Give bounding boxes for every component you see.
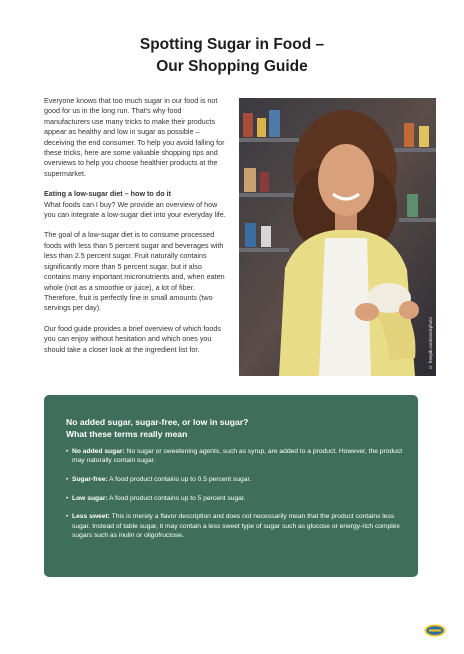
section-subheading: Eating a low-sugar diet – how to do it xyxy=(44,189,171,199)
term-label: No added sugar: xyxy=(72,448,125,455)
term-label: Sugar-free: xyxy=(72,476,108,483)
shopper-photo xyxy=(239,98,436,376)
intro-paragraph-1: Everyone knows that too much sugar in our food is not good for us in the long run. That's why food manufacturers use many tricks to make their products appear as healthy and low in sugar as possible – deceiving the end consumer. To help you avoid falling for these tricks, here are some valuable shopping tips and overviews to help you choose healthier products at the supermarket. xyxy=(44,96,225,178)
photo-credit: © freepik.com/stockphoto xyxy=(428,317,433,370)
low-sugar-section xyxy=(44,189,228,220)
list-item xyxy=(66,512,406,540)
box-title-line-2: What these terms really mean xyxy=(66,428,188,439)
list-item xyxy=(66,494,406,503)
intro-paragraph-4: Our food guide provides a brief overview of which foods you can enjoy without hesitation and which ones you should take a closer look at the ingredient list for. xyxy=(44,323,221,354)
page-title xyxy=(0,34,464,78)
term-label: Less sweet: xyxy=(72,513,110,521)
term-text: No sugar or sweetening agents, such as syrup, are added to a product. However, the product may naturally contain sugar. xyxy=(72,448,403,465)
box-title-line-1: No added sugar, sugar-free, or low in sugar? xyxy=(66,417,249,427)
page-title-line-2: Our Shopping Guide xyxy=(156,58,308,75)
list-item xyxy=(66,475,406,484)
intro-paragraph-2: What foods can I buy? We provide an overview of how you can integrate a low-sugar diet into your everyday life. xyxy=(44,199,226,220)
term-text: This is merely a flavor description and does not necessarily mean that the product contains less sugar. Instead of table sugar, it may contain a less sweet type of sugar such as glucose or energy-rich complex sugars such as inulin or oligofructose. xyxy=(72,513,400,539)
term-label: Low sugar: xyxy=(72,494,108,502)
brand-logo-icon xyxy=(424,624,446,637)
sugar-terms-box xyxy=(44,395,418,577)
intro-paragraph-3: The goal of a low-sugar diet is to consume processed foods with less than 5 percent sugar and beverages with less than 2.5 percent sugar. Fruit naturally contains significantly more than 5 percent sugar, but it also contains many important micronutrients and, when eaten whole (not as a smoothie or juice), a lot of fiber. Therefore, fruit is perfectly fine in small amounts (two servings per day). xyxy=(44,230,225,313)
terms-list xyxy=(66,447,406,550)
intro-column xyxy=(44,96,228,365)
term-text: A food product contains up to 5 percent sugar. xyxy=(107,494,246,502)
box-title xyxy=(66,417,248,440)
term-text: A food product contains up to 0.5 percent sugar. xyxy=(107,476,252,483)
page-title-line-1: Spotting Sugar in Food – xyxy=(139,36,325,53)
list-item xyxy=(66,447,406,466)
